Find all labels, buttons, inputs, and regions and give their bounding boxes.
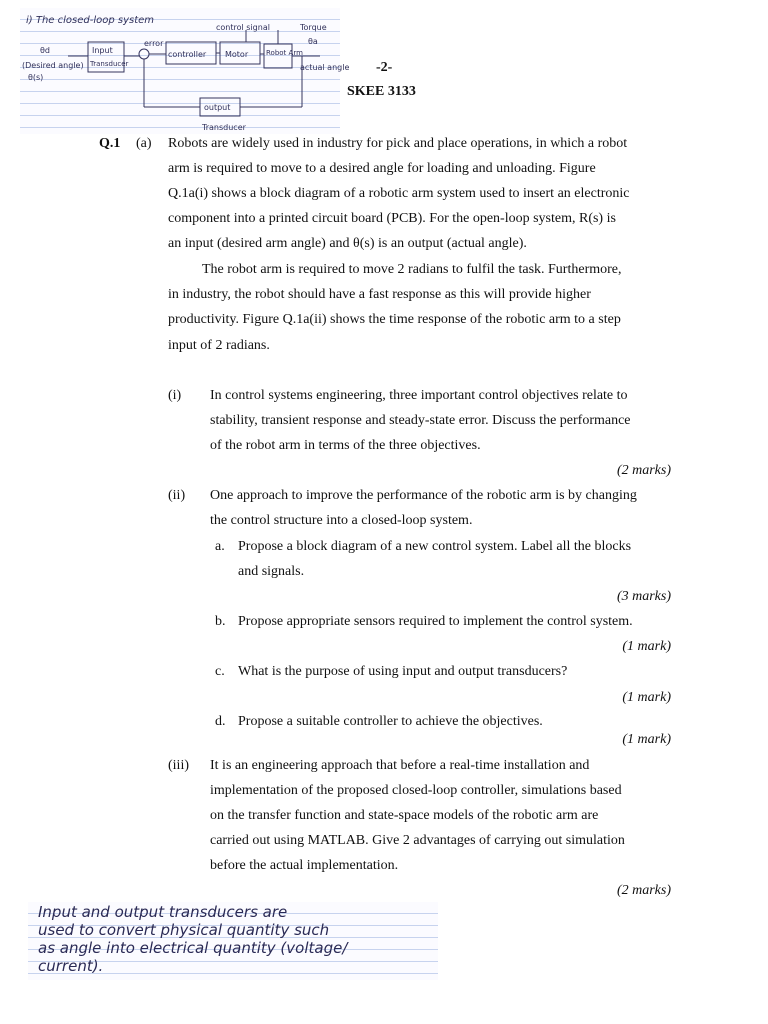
question-part: (a) [136,136,152,151]
handwritten-diagram [20,8,350,134]
sub-iii-line: carried out using MATLAB. Give 2 advantages of carrying out simulation [210,833,625,848]
intro-line: an input (desired arm angle) and θ(s) is an output (actual angle). [168,236,527,251]
intro-line: Q.1a(i) shows a block diagram of a robotic arm system used to insert an electronic [168,186,630,201]
summing-junction [139,49,149,59]
sub-ii-line: One approach to improve the performance of the robotic arm is by changing [210,488,637,503]
desired-angle-label: (Desired angle) [22,61,84,70]
sub-iii-line: It is an engineering approach that before a real-time installation and [210,758,590,773]
controller-label: controller [168,50,207,59]
sub-iii-line: implementation of the proposed closed-loop controller, simulations based [210,783,622,798]
handwritten-answer [28,902,438,980]
para2-line: input of 2 radians. [168,338,270,353]
item-d-label: d. [215,714,226,729]
control-signal-label: control signal [216,23,270,32]
error-label: error [144,39,164,48]
input-transducer-label: Transducer [90,60,129,68]
motor-label: Motor [225,50,249,59]
sub-iii-line: before the actual implementation. [210,858,399,873]
item-a-line: Propose a block diagram of a new control system. Label all the blocks [238,539,632,554]
answer-line: used to convert physical quantity such [38,921,330,939]
item-a-marks: (3 marks) [616,589,671,604]
output-block-label: output [204,103,231,112]
theta-d-label: θd [40,46,50,55]
item-a-line: and signals. [238,564,305,579]
output-transducer-label: Transducer [202,123,246,132]
page-number: -2- [376,60,393,75]
item-c-label: c. [215,664,225,679]
block-diagram-sketch [20,8,350,134]
intro-line: component into a printed circuit board (PCB). For the open-loop system, R(s) is [168,211,616,226]
sub-i-marks: (2 marks) [616,463,671,478]
item-d-line: Propose a suitable controller to achieve the objectives. [238,714,543,729]
item-d-marks: (1 mark) [622,732,671,747]
torque-label: Torque [300,23,327,32]
sub-ii-line: the control structure into a closed-loop system. [210,513,473,528]
item-a-label: a. [215,539,225,554]
para2-line: in industry, the robot should have a fast response as this will provide higher [168,287,591,302]
answer-line: current). [38,957,104,975]
sub-iii-line: on the transfer function and state-space models of the robotic arm are [210,808,599,823]
sub-i-line: In control systems engineering, three important control objectives relate to [210,388,628,403]
sub-i-label: (i) [168,388,182,403]
theta-a-label: θa [308,37,318,46]
item-c-marks: (1 mark) [622,690,671,705]
question-number: Q.1 [99,136,121,151]
para2-line: The robot arm is required to move 2 radians to fulfil the task. Furthermore, [202,262,622,277]
diagram-title: i) The closed-loop system [26,15,155,26]
para2-line: productivity. Figure Q.1a(ii) shows the time response of the robotic arm to a step [168,312,621,327]
theta-s-label: θ(s) [28,73,44,82]
course-code: SKEE 3133 [347,84,416,99]
sub-i-line: stability, transient response and steady-state error. Discuss the performance [210,413,631,428]
item-b-marks: (1 mark) [622,639,671,654]
answer-line: as angle into electrical quantity (voltage/ [38,939,348,957]
sub-iii-marks: (2 marks) [616,883,671,898]
intro-line: arm is required to move to a desired angle for loading and unloading. Figure [168,161,596,176]
actual-angle-label: actual angle [300,63,350,72]
item-b-label: b. [215,614,226,629]
sub-ii-label: (ii) [168,488,186,503]
intro-line: Robots are widely used in industry for pick and place operations, in which a robot [168,136,628,151]
item-c-line: What is the purpose of using input and output transducers? [238,664,568,679]
sub-i-line: of the robot arm in terms of the three objectives. [210,438,481,453]
answer-line: Input and output transducers are [38,903,288,921]
item-b-line: Propose appropriate sensors required to implement the control system. [238,614,633,629]
input-block-label: Input [92,46,113,55]
robot-arm-label: Robot Arm [266,49,303,57]
sub-iii-label: (iii) [168,758,189,773]
